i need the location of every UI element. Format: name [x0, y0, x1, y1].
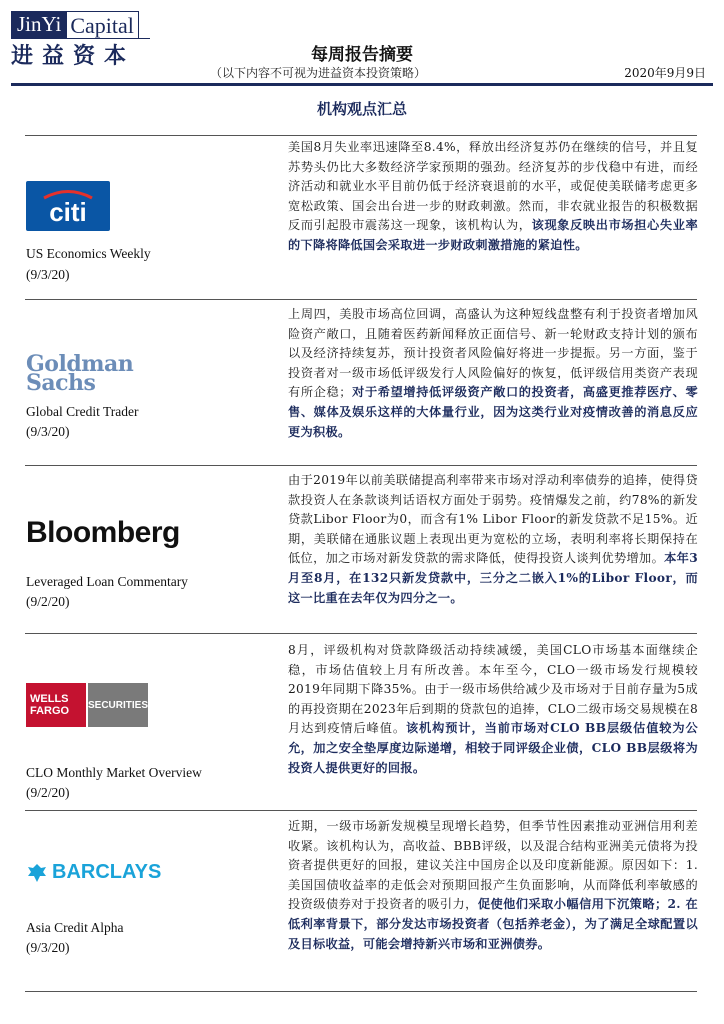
wf-logo-line1: WELLS	[30, 693, 69, 705]
report-title: 每周报告摘要	[311, 45, 413, 65]
report-date: 2020年9月9日	[624, 66, 706, 80]
entry-body	[288, 138, 698, 256]
logo-capital-text: Capital	[67, 11, 139, 38]
barclays-eagle-icon	[26, 862, 48, 884]
body-emphasis: 该现象反映出市场担心失业率的下降将降低国会采取进一步财政刺激措施的紧迫性。	[288, 218, 699, 252]
report-disclaimer: （以下内容不可视为进益资本投资策略）	[210, 66, 427, 80]
divider	[25, 633, 697, 634]
source-name: CLO Monthly Market Overview	[26, 765, 202, 780]
goldman-logo-line1: Goldman	[26, 351, 134, 377]
body-text: 8月，评级机构对贷款降级活动持续减缓，美国CLO市场基本面继续企稳，市场估值较上月有所改善。本年至今，CLO一级市场发行规模较2019年同期下降35%。由于一级市场供给减少及市场对于目前存量为5成的再投资期在2023年后到期的贷款包的追捧，CLO二级市场交易规模在8月达到疫情后峰值。	[288, 643, 698, 736]
section-title: 机构观点汇总	[316, 100, 407, 118]
barclays-logo	[26, 861, 161, 884]
body-emphasis: 促使他们采取小幅信用下沉策略；2. 在低利率背景下，部分发达市场投资者（包括养老金），为了满足全球配置以及目标收益，可能会增持新兴市场和亚洲债券。	[288, 897, 699, 951]
goldman-logo-line2: Sachs	[26, 370, 96, 396]
goldman-sachs-logo	[26, 351, 134, 396]
body-text: 美国8月失业率迅速降至8.4%，释放出经济复苏仍在继续的信号，并且复苏势头仍比大多数经济学家预期的强劲。经济复苏的步伐稳中有进，而经济活动和就业水平目前仍低于经济衰退前的水平，或促使美联储考虑更多宽松政策、国会出台进一步的财政刺激。然而，非农就业报告的积极数据反而引起股市震荡这一现象，该机构认为，	[288, 140, 698, 233]
wells-fargo-securities-logo	[26, 683, 148, 727]
source-date: (9/2/20)	[26, 594, 70, 609]
citi-logo-mark	[26, 181, 110, 231]
source-date: (9/2/20)	[26, 785, 70, 800]
entry-body	[288, 471, 698, 608]
source-name: Leveraged Loan Commentary	[26, 574, 188, 589]
body-text: 上周四，美股市场高位回调，高盛认为这种短线盘整有利于投资者增加风险资产敞口，且随着医药新闻释放正面信号、新一轮财政支持计划的颁布以及经济持续复苏，预计投资者风险偏好将进一步提振。另一方面，鉴于投资者对一级市场低评级发行人风险偏好的恢复，低评级信用类资产表现有所企稳；	[288, 307, 698, 400]
divider	[25, 299, 697, 300]
barclays-logo-text: BARCLAYS	[52, 861, 162, 883]
citi-logo-text: citi	[49, 197, 87, 227]
entry-body	[288, 817, 698, 954]
bloomberg-logo: Bloomberg	[26, 516, 180, 549]
wells-fargo-mark	[26, 683, 86, 727]
divider	[25, 135, 697, 136]
source-date: (9/3/20)	[26, 940, 70, 955]
entry-body	[288, 305, 698, 442]
header-rule	[11, 83, 713, 86]
body-emphasis: 对于希望增持低评级资产敞口的投资者，高盛更推荐医疗、零售、媒体及娱乐这样的大体量行业，因为这类行业对疫情改善的消息反应更为积极。	[288, 385, 698, 439]
divider	[25, 810, 697, 811]
body-emphasis: 该机构预计，当前市场对CLO BB层级估值较为公允，加之安全垫厚度边际递增，相较于同评级企业债，CLO BB层级将为投资人提供更好的回报。	[288, 721, 698, 775]
body-text: 由于2019年以前美联储提高利率带来市场对浮动利率债券的追捧，使得贷款投资人在条款谈判话语权方面处于弱势。疫情爆发之前，约78%的新发贷款Libor Floor为0，而含有1% Libor Floor的新发贷款不足15%。近期，美联储在通胀议题上表现出更为宽松的立场，表明利率将长期保持在低位，加之市场对新发贷款的需求降低，使得投资人谈判优势增加。	[288, 473, 698, 566]
divider	[25, 465, 697, 466]
source-name: Asia Credit Alpha	[26, 920, 124, 935]
body-text: 近期，一级市场新发规模呈现增长趋势，但季节性因素推动亚洲信用利差收紧。该机构认为，高收益、BBB评级，以及混合结构亚洲美元债将为投资者提供更好的回报，建议关注中国房企以及印度新能源。原因如下：1. 美国国债收益率的走低会对预期回报产生负面影响，从而降低利率敏感的投资级债券对于投资者的吸引力，	[288, 819, 698, 912]
entry-body	[288, 641, 698, 778]
wf-securities-mark: SECURITIES	[88, 683, 148, 727]
source-name: US Economics Weekly	[26, 246, 151, 261]
source-date: (9/3/20)	[26, 424, 70, 439]
logo-chinese-name: 进益资本	[11, 43, 136, 69]
body-emphasis: 本年3月至8月，在132只新发贷款中，三分之二嵌入1%的Libor Floor，而这一比重在去年仅为四分之一。	[288, 551, 698, 605]
source-name: Global Credit Trader	[26, 404, 139, 419]
wf-logo-line2: FARGO	[30, 705, 70, 717]
logo-jinyi-text: JinYi	[11, 11, 67, 38]
citi-logo	[26, 181, 110, 231]
divider	[25, 991, 697, 992]
source-date: (9/3/20)	[26, 267, 70, 282]
